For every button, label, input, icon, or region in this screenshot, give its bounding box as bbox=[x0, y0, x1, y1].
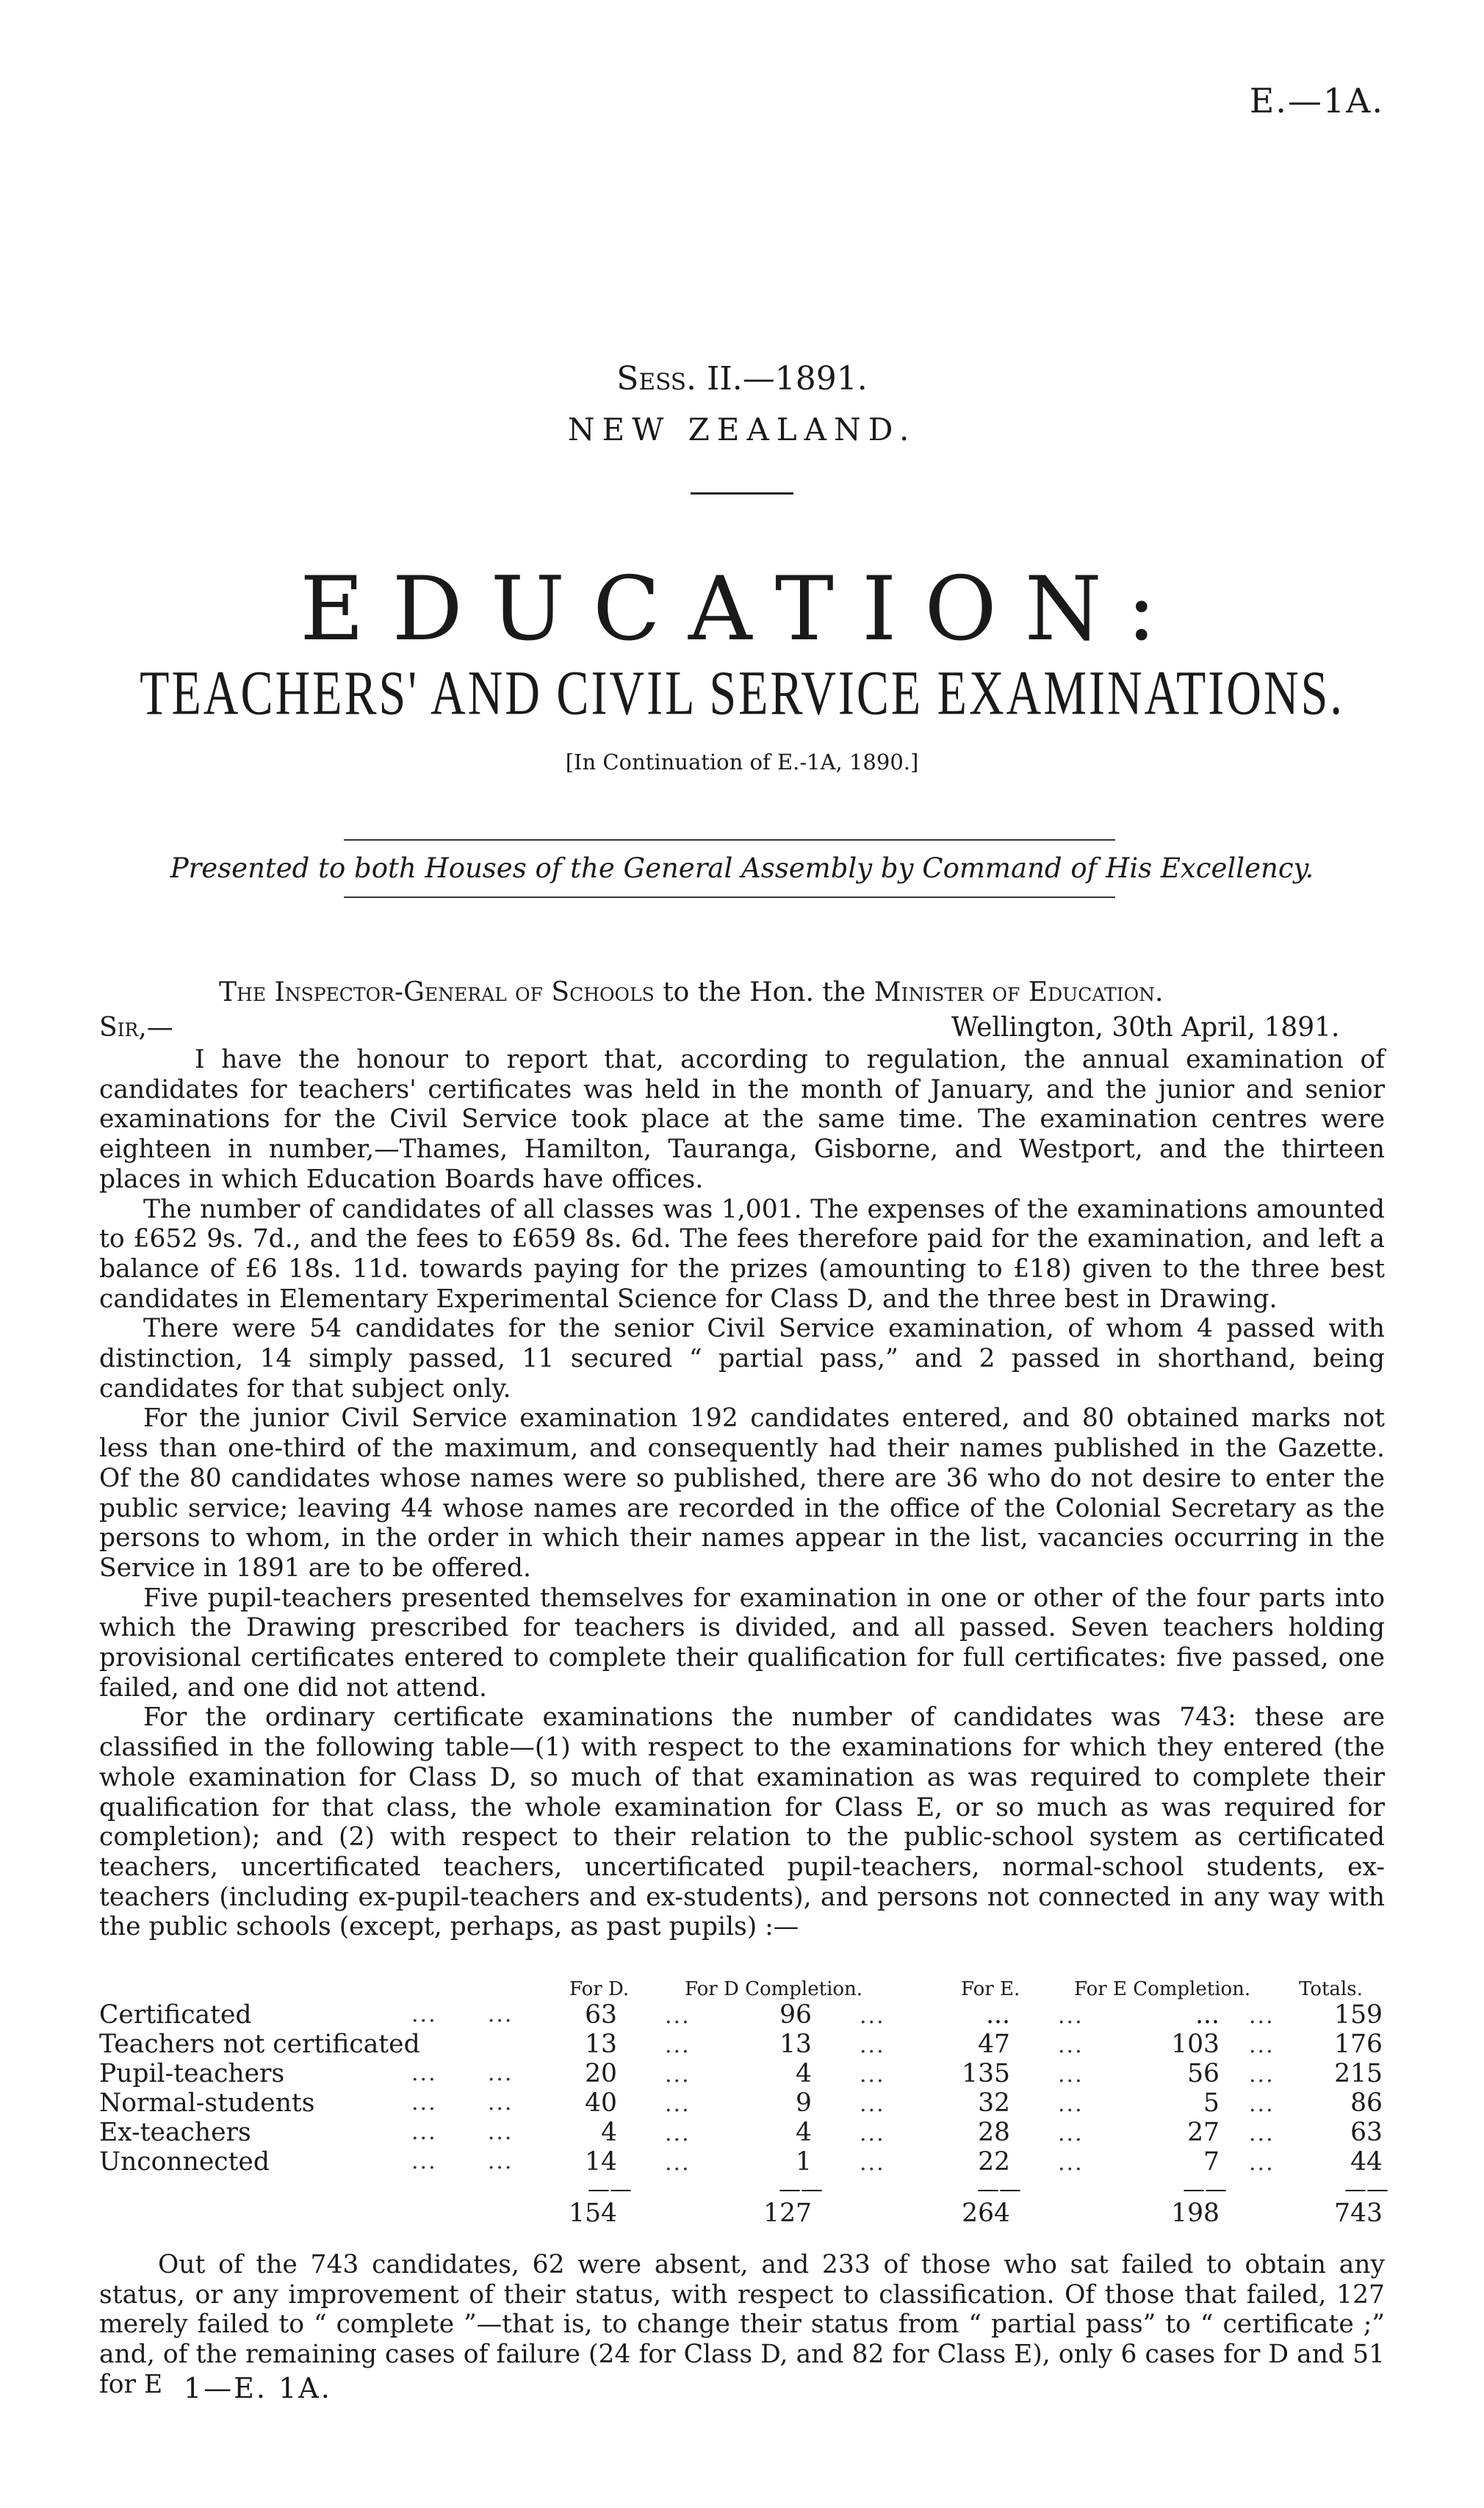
cell-for-d-completion: 4 bbox=[796, 2118, 812, 2147]
cell-for-d-completion: 1 bbox=[796, 2147, 812, 2177]
cell-for-e: 22 bbox=[978, 2147, 1010, 2177]
cell-for-d-completion: 13 bbox=[779, 2030, 812, 2059]
cell-total: 63 bbox=[1350, 2118, 1383, 2147]
col-header-for-e: For E. bbox=[961, 1978, 1020, 2000]
paragraph: For the ordinary certificate examinations the number of candidates was 743: these are classified in the following table—(1) with respect to the examinations for which they entered (the whole examination for Class D, so much of that examination as was required to complete their qualification for that class, the whole examination for Class E, or so much as was required for completion); and (2) with respect to their relation to the public-school system as certificated teachers, uncertificated teachers, uncertificated pupil-teachers, normal-school students, ex-teachers (including ex-pupil-teachers and ex-students), and persons not connected in any way with the public schools (except, perhaps, as past pupils) :— bbox=[99, 1703, 1385, 1942]
session-number: II.—1891. bbox=[706, 360, 868, 398]
col-header-for-e-completion: For E Completion. bbox=[1074, 1978, 1251, 2000]
row-label: Ex-teachers bbox=[99, 2118, 251, 2147]
cell-for-d: 14 bbox=[585, 2147, 617, 2177]
leader-dots: ... ... bbox=[411, 2119, 514, 2145]
salutation: Sir,— bbox=[99, 1013, 173, 1043]
total-rule: —— bbox=[588, 2177, 632, 2202]
cell-total: 215 bbox=[1334, 2059, 1383, 2088]
row-label: Certificated bbox=[99, 2000, 252, 2030]
column-dots: ... ... ... ... ... ... bbox=[1249, 2003, 1275, 2176]
cell-for-e: 28 bbox=[978, 2118, 1010, 2147]
document-title: EDUCATION: bbox=[300, 558, 1184, 661]
cell-total: 44 bbox=[1350, 2147, 1383, 2177]
paragraph: There were 54 candidates for the senior Civil Service examination, of whom 4 passed with distinction, 14 simply passed, 11 secured “ partial pass,” and 2 passed in shorthand, being candidates for that subject only. bbox=[99, 1314, 1385, 1404]
cell-total: 86 bbox=[1350, 2088, 1383, 2118]
paragraph: I have the honour to report that, according to regulation, the annual examination of candidates for teachers' certificates was held in the month of January, and the junior and senior examinations for the Civil Service took place at the same time. The examination centres were eighteen in number,—Thames, Hamilton, Tauranga, Gisborne, and Westport, and the thirteen places in which Education Boards have offices. bbox=[99, 1045, 1385, 1194]
column-dots: ... ... ... ... ... ... bbox=[665, 2003, 691, 2176]
paragraph: Out of the 743 candidates, 62 were absent, and 233 of those who sat failed to obtain any status, or any improvement of their status, with respect to classification. Of those that failed, 127 merely failed to “ complete ”—that is, to change their status from “ partial pass” to “ certificate ;” and, of the remaining cases of failure (24 for Class D, and 82 for Class E), only 6 cases for D and 51 for E bbox=[99, 2250, 1385, 2399]
cell-for-d-completion: 4 bbox=[796, 2059, 812, 2088]
total-rule: —— bbox=[1344, 2177, 1388, 2202]
cell-for-d: 13 bbox=[585, 2030, 617, 2059]
cell-for-d: 20 bbox=[585, 2059, 617, 2088]
leader-dots: ... ... bbox=[411, 2060, 514, 2086]
cell-for-e: 135 bbox=[962, 2059, 1010, 2088]
address-to: Minister of Education. bbox=[874, 977, 1164, 1007]
cell-for-d: 4 bbox=[601, 2118, 617, 2147]
cell-for-e: ... bbox=[986, 2000, 1010, 2030]
cell-for-e-completion: 5 bbox=[1203, 2088, 1220, 2118]
paragraph: The number of candidates of all classes was 1,001. The expenses of the examinations amounted to £652 9s. 7d., and the fees to £659 8s. 6d. The fees therefore paid for the examination, and left a balance of £6 18s. 11d. towards paying for the prizes (amounting to £18) given to the three best candidates in Elementary Experimental Science for Class D, and the three best in Drawing. bbox=[99, 1194, 1385, 1314]
total-for-e: 264 bbox=[962, 2199, 1010, 2228]
divider-top bbox=[344, 839, 1115, 841]
row-label: Unconnected bbox=[99, 2147, 270, 2177]
short-divider bbox=[691, 492, 793, 495]
cell-for-e-completion: 7 bbox=[1203, 2147, 1220, 2177]
row-label: Normal-students bbox=[99, 2088, 315, 2118]
paragraph: Five pupil-teachers presented themselves for examination in one or other of the four parts into which the Drawing prescribed for teachers is divided, and all passed. Seven teachers holding provisional certificates entered to complete their qualification for full certificates: five passed, one failed, and one did not attend. bbox=[99, 1583, 1385, 1703]
country-heading: NEW ZEALAND. bbox=[567, 412, 917, 448]
total-for-d: 154 bbox=[569, 2199, 617, 2228]
row-label: Teachers not certificated bbox=[99, 2030, 420, 2059]
grand-total: 743 bbox=[1334, 2199, 1383, 2228]
address-from: The Inspector-General of Schools bbox=[219, 977, 655, 1007]
cell-for-d-completion: 96 bbox=[779, 2000, 812, 2030]
cell-for-e-completion: 27 bbox=[1187, 2118, 1220, 2147]
cell-for-e-completion: ... bbox=[1195, 2000, 1220, 2030]
document-subtitle: TEACHERS' AND CIVIL SERVICE EXAMINATIONS. bbox=[140, 658, 1344, 729]
total-for-d-completion: 127 bbox=[763, 2199, 812, 2228]
page-reference: E.—1A. bbox=[1249, 81, 1384, 121]
col-header-for-d-completion: For D Completion. bbox=[685, 1978, 863, 2000]
cell-for-e: 32 bbox=[978, 2088, 1010, 2118]
cell-total: 159 bbox=[1334, 2000, 1383, 2030]
column-dots: ... ... ... ... ... ... bbox=[1058, 2003, 1084, 2176]
cell-for-e-completion: 103 bbox=[1171, 2030, 1220, 2059]
session-heading bbox=[0, 360, 1484, 398]
continuation-note: [In Continuation of E.-1A, 1890.] bbox=[565, 750, 919, 775]
address-middle: to the Hon. the bbox=[663, 977, 866, 1007]
divider-bottom bbox=[344, 897, 1115, 898]
col-header-for-d: For D. bbox=[569, 1978, 630, 2000]
cell-for-d: 63 bbox=[585, 2000, 617, 2030]
leader-dots: ... ... bbox=[411, 2149, 514, 2174]
cell-for-d: 40 bbox=[585, 2088, 617, 2118]
leader-dots: ... ... bbox=[411, 2002, 514, 2027]
paragraph: For the junior Civil Service examination 192 candidates entered, and 80 obtained marks not less than one-third of the maximum, and consequently had their names published in the Gazette. Of the 80 candidates whose names were so published, there are 36 who do not desire to enter the public service; leaving 44 whose names are recorded in the office of the Colonial Secretary as the persons to whom, in the order in which their names appear in the list, vacancies occurring in the Service in 1891 are to be offered. bbox=[99, 1404, 1385, 1583]
total-rule: —— bbox=[779, 2177, 823, 2202]
row-label: Pupil-teachers bbox=[99, 2059, 285, 2088]
signature-mark: 1—E. 1A. bbox=[184, 2372, 332, 2404]
cell-total: 176 bbox=[1334, 2030, 1383, 2059]
column-dots: ... ... ... ... ... ... bbox=[860, 2003, 885, 2176]
dateline: Wellington, 30th April, 1891. bbox=[951, 1013, 1340, 1043]
leader-dots: ... ... bbox=[411, 2090, 514, 2116]
presented-line: Presented to both Houses of the General Assembly by Command of His Excellency. bbox=[170, 852, 1314, 884]
cell-for-d-completion: 9 bbox=[796, 2088, 812, 2118]
session-word: Sess. bbox=[616, 360, 696, 398]
cell-for-e-completion: 56 bbox=[1187, 2059, 1220, 2088]
col-header-totals: Totals. bbox=[1299, 1978, 1363, 2000]
address-line bbox=[219, 977, 1163, 1007]
report-body bbox=[99, 1045, 1385, 1942]
cell-for-e: 47 bbox=[978, 2030, 1010, 2059]
total-for-e-completion: 198 bbox=[1171, 2199, 1220, 2228]
total-rule: —— bbox=[1183, 2177, 1227, 2202]
total-rule: —— bbox=[977, 2177, 1021, 2202]
